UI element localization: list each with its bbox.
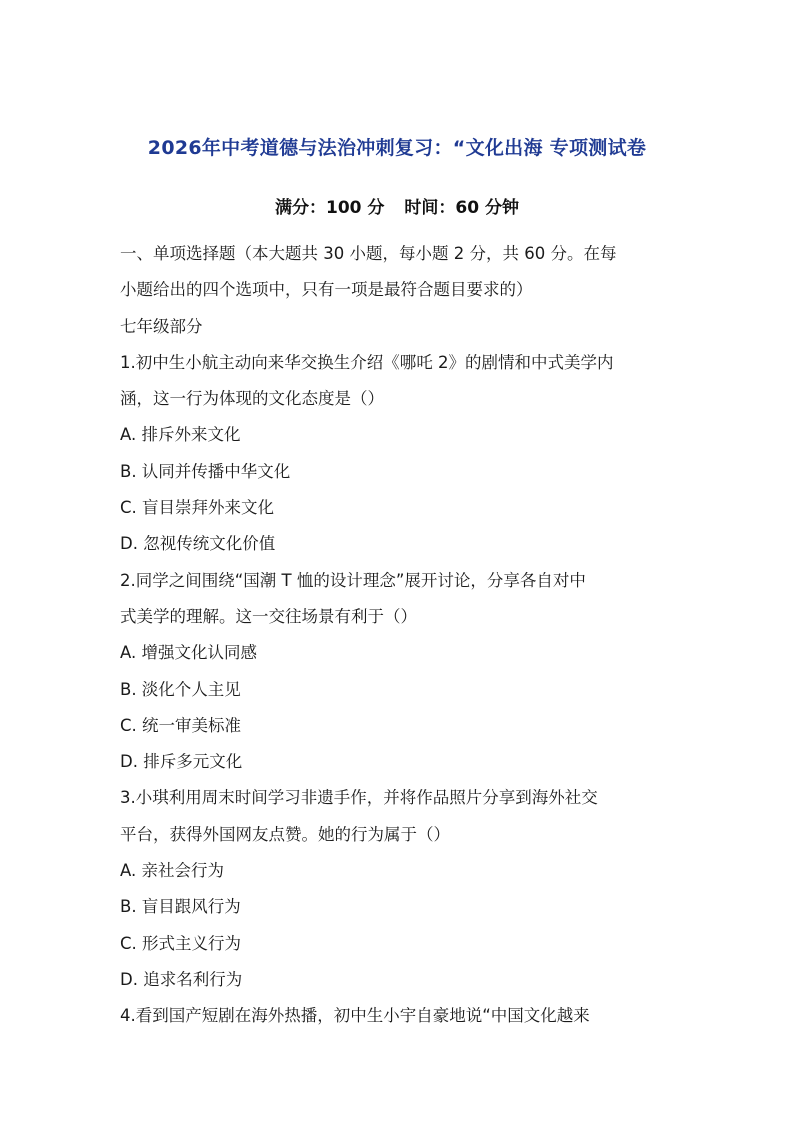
question-stem-cont: 平台，获得外国网友点赞。她的行为属于（） <box>120 824 450 844</box>
option-d: D. 排斥多元文化 <box>120 752 243 772</box>
option-c: C. 统一审美标准 <box>120 715 242 735</box>
section-heading-cont: 小题给出的四个选项中，只有一项是最符合题目要求的） <box>120 280 533 300</box>
score-info: 满分：100 分 <box>275 198 385 218</box>
question-4 <box>120 998 680 1034</box>
section-heading: 一、单项选择题（本大题共 30 小题，每小题 2 分，共 60 分。在每 <box>120 244 617 263</box>
option-c: C. 形式主义行为 <box>120 933 242 953</box>
option-a: A. 亲社会行为 <box>120 861 224 881</box>
question-stem: 3.小琪利用周末时间学习非遗手作，并将作品照片分享到海外社交 <box>120 788 598 808</box>
document-body <box>120 236 680 1035</box>
part-label: 七年级部分 <box>120 316 203 336</box>
question-stem-cont: 式美学的理解。这一交往场景有利于（） <box>120 606 417 626</box>
option-b: B. 认同并传播中华文化 <box>120 461 291 481</box>
option-b: B. 盲目跟风行为 <box>120 897 241 917</box>
question-stem: 2.同学之间围绕“国潮 T 恤的设计理念”展开讨论，分享各自对中 <box>120 570 586 590</box>
question-stem-cont: 涵，这一行为体现的文化态度是（） <box>120 389 384 409</box>
option-d: D. 追求名利行为 <box>120 969 243 989</box>
option-a: A. 增强文化认同感 <box>120 643 257 663</box>
question-3 <box>120 780 680 998</box>
option-a: A. 排斥外来文化 <box>120 425 241 445</box>
option-b: B. 淡化个人主见 <box>120 679 241 699</box>
document-title: 2026年中考道德与法治冲刺复习：“文化出海 专项测试卷 <box>147 137 647 159</box>
option-c: C. 盲目崇拜外来文化 <box>120 498 275 518</box>
question-2 <box>120 563 680 781</box>
exam-meta <box>0 193 794 218</box>
question-1 <box>120 345 680 563</box>
time-info: 时间：60 分钟 <box>404 198 519 218</box>
question-stem: 4.看到国产短剧在海外热播，初中生小宇自豪地说“中国文化越来 <box>120 1006 590 1026</box>
option-d: D. 忽视传统文化价值 <box>120 534 276 554</box>
question-stem: 1.初中生小航主动向来华交换生介绍《哪吒 2》的剧情和中式美学内 <box>120 352 614 372</box>
